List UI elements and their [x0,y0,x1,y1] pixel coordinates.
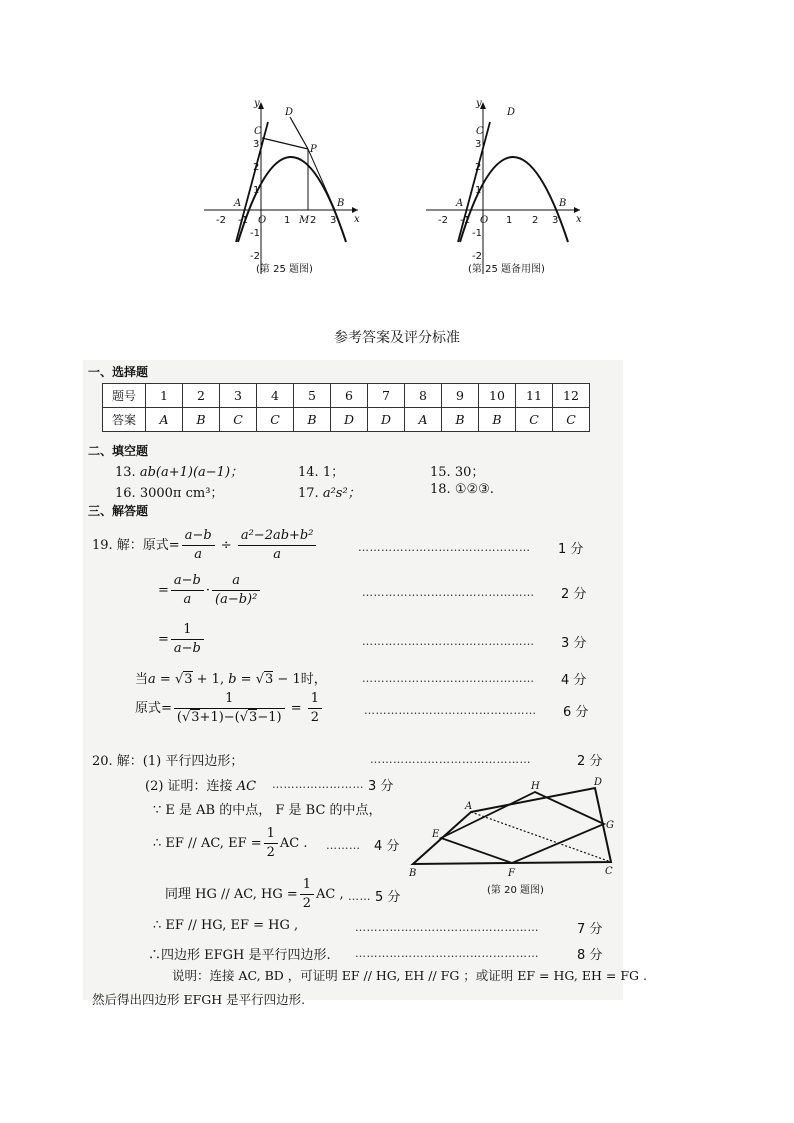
tick-x-neg1: -1 [460,215,470,226]
answer-text: 3000π cm³； [139,486,224,501]
dot-leader: ……………………………………… [362,635,535,648]
label-M: M [299,215,310,226]
label-A: A [456,198,464,209]
table-cell: 6 [331,384,368,408]
table-cell: C [257,408,294,432]
tick-x-2: 2 [532,215,539,226]
q20-line6: ∴ EF // HG, EF = HG , [153,918,299,933]
q19-line4: 当a = √3 + 1, b = √3 − 1时， [135,672,327,687]
dot-leader: ………………………………………… [355,947,539,960]
fraction: $\frac{a-b}{a}$ [171,572,204,609]
dot-leader: ……………………………………… [364,704,537,717]
table-cell: D [331,408,368,432]
q-number: 16. [115,486,136,501]
score: 3 分 [368,779,394,794]
fill-q17 [298,482,361,501]
score: 7 分 [577,922,603,937]
score: 2 分 [561,587,587,602]
dot-leader: ……… [326,839,361,852]
answer-text: 30； [454,465,485,480]
label-C: C [605,866,613,877]
figure-20 [405,772,623,900]
table-cell: 12 [553,384,590,408]
segment-ac: AC [236,779,257,794]
label-P: P [310,144,317,155]
table-cell: 3 [220,384,257,408]
table-cell: C [220,408,257,432]
figure-25 [198,92,368,277]
caption-right: (第 25 题备用图) [468,264,545,275]
q-number: 13. [115,465,136,480]
score: 6 分 [563,705,589,720]
label-O: O [258,215,267,226]
dot-leader: ……………………………………… [358,541,531,554]
dot-leader: …………………………………… [370,753,531,766]
table-cell: 2 [183,384,220,408]
fraction: $\frac{1}{2}$ [308,690,322,727]
dot-leader: ………………………………………… [355,921,539,934]
score: 4 分 [561,673,587,688]
table-cell: B [479,408,516,432]
fraction: $\frac{1}{2}$ [264,825,278,862]
tick-y-3: 3 [475,139,482,150]
score: 3 分 [561,636,587,651]
tick-y-3: 3 [253,139,260,150]
label-O: O [480,215,489,226]
label-D: D [285,107,294,118]
table-cell: 7 [368,384,405,408]
choice-answer-table [102,383,590,432]
ac-tail: AC , [316,887,344,902]
label-B: B [337,198,345,209]
section3-heading: 三、解答题 [88,504,149,518]
dot-leader: …………………… [272,778,364,791]
section1-heading: 一、选择题 [88,365,149,379]
tick-x-3: 3 [552,215,559,226]
tick-y-2: 2 [475,162,482,173]
fill-q15 [430,461,484,480]
label-D: D [594,777,603,788]
tick-x-3: 3 [330,215,337,226]
q20-note-line2: 然后得出四边形 EFGH 是平行四边形. [92,992,306,1007]
label-C: C [476,126,484,137]
fill-q16 [115,482,223,501]
q-number: 18. [430,482,451,497]
table-cell: A [405,408,442,432]
table-cell: D [368,408,405,432]
label-B: B [409,868,417,879]
q20-line1: 20. 解：(1) 平行四边形； [92,754,244,769]
tick-x-neg2: -2 [438,215,448,226]
q19-intro: 19. 解：原式= [92,538,180,553]
section2-heading: 二、填空题 [88,444,149,458]
label-B: B [559,198,567,209]
tick-x-2: 2 [310,215,317,226]
table-cell: A [146,408,183,432]
fraction: $\frac{a-b}{a}$ [182,527,215,564]
q19-line5: 原式= $\frac{1}{(√3+1)-(√3-1)}$ = $\frac{1}{2}$ [135,690,324,727]
fill-q13 [115,461,243,480]
q20-line4 [153,825,308,862]
q19-line2: = $\frac{a-b}{a}$ · $\frac{a}{\text{(a−b)²}}$ [158,572,262,609]
score: 2 分 [577,754,603,769]
label-x: x [576,214,582,225]
table-cell: 8 [405,384,442,408]
tick-x-1: 1 [284,215,291,226]
score: 4 分 [374,839,400,854]
ef-parallel: ∴ EF // AC, EF = [153,836,262,851]
q20-line7: ∴四边形 EFGH 是平行四边形. [148,948,331,963]
table-cell: B [294,408,331,432]
final-label: 原式= [135,701,172,716]
hg-parallel: 同理 HG // AC, HG = [165,887,298,902]
dot-leader: ……………………………………… [362,586,535,599]
q19-line1: 19. 解：原式= $\frac{a-b}{a}$ ÷ $\frac{\text{a²−2ab+b²}}{a}$ [92,527,318,564]
table-row [103,408,590,432]
table-cell: 5 [294,384,331,408]
q-number: 15. [430,465,451,480]
table-cell: 1 [146,384,183,408]
q19-line3: = $\frac{1}{a-b}$ [158,621,206,658]
q-number: 14. [298,465,319,480]
label-x: x [354,214,360,225]
label-y: y [476,98,482,109]
table-cell: B [183,408,220,432]
figure-25-backup [420,92,590,277]
tick-y-1: 1 [253,185,260,196]
answer-text: a²s²； [322,486,361,501]
label-y: y [254,98,260,109]
label-H: H [531,781,540,792]
ac-tail: AC . [279,836,308,851]
tick-x-neg1: -1 [238,215,248,226]
label-D: D [507,107,516,118]
table-cell: 10 [479,384,516,408]
when-label: 当 [135,672,149,687]
fraction: $\frac{\text{a²−2ab+b²}}{a}$ [238,527,317,564]
fraction: $\frac{1}{(√3+1)-(√3-1)}$ [174,690,285,727]
tick-y-2: 2 [253,162,260,173]
label-A: A [465,801,473,812]
table-cell: C [553,408,590,432]
q-number: 17. [298,486,319,501]
tick-y-neg1: -1 [250,228,260,239]
tick-y-1: 1 [475,185,482,196]
label-F: F [508,868,515,879]
tick-x-neg2: -2 [216,215,226,226]
label-G: G [606,820,614,831]
table-row [103,384,590,408]
table-cell: 4 [257,384,294,408]
table-cell: B [442,408,479,432]
q20-line2 [145,775,256,794]
caption-left: (第 25 题图) [256,264,313,275]
when-tail: 时， [300,672,327,687]
label-E: E [432,829,440,840]
score: 8 分 [577,948,603,963]
tick-y-neg2: -2 [472,251,482,262]
row-label: 题号 [103,384,146,408]
label-C: C [254,126,262,137]
fraction: $\frac{a}{\text{(a−b)²}}$ [212,572,260,609]
q20-line5 [165,876,344,913]
dot-leader: …… [348,890,371,903]
table-cell: 11 [516,384,553,408]
fill-q18 [430,482,494,497]
answer-text: ab(a+1)(a−1)； [139,465,244,480]
q20-note-line1: 说明：连接 AC, BD ，可证明 EF // HG, EH // FG ；或证明 EF = HG, EH = FG . [172,968,647,983]
table-cell: C [516,408,553,432]
fill-q14 [298,461,344,480]
fig20-caption: (第 20 题图) [487,885,544,896]
tick-y-neg1: -1 [472,228,482,239]
proof-label: (2) 证明：连接 [145,779,233,794]
fraction: $\frac{1}{2}$ [300,876,314,913]
score: 5 分 [375,890,401,905]
label-A: A [234,198,242,209]
answer-text: 1； [322,465,345,480]
row-label: 答案 [103,408,146,432]
q20-line3: ∵ E 是 AB 的中点， F 是 BC 的中点， [153,803,382,818]
table-cell: 9 [442,384,479,408]
page-title: 参考答案及评分标准 [334,330,460,346]
answer-text: ①②③. [454,482,494,497]
score: 1 分 [558,542,584,557]
tick-y-neg2: -2 [250,251,260,262]
fraction: $\frac{1}{a-b}$ [171,621,204,658]
tick-x-1: 1 [506,215,513,226]
dot-leader: ……………………………………… [362,672,535,685]
